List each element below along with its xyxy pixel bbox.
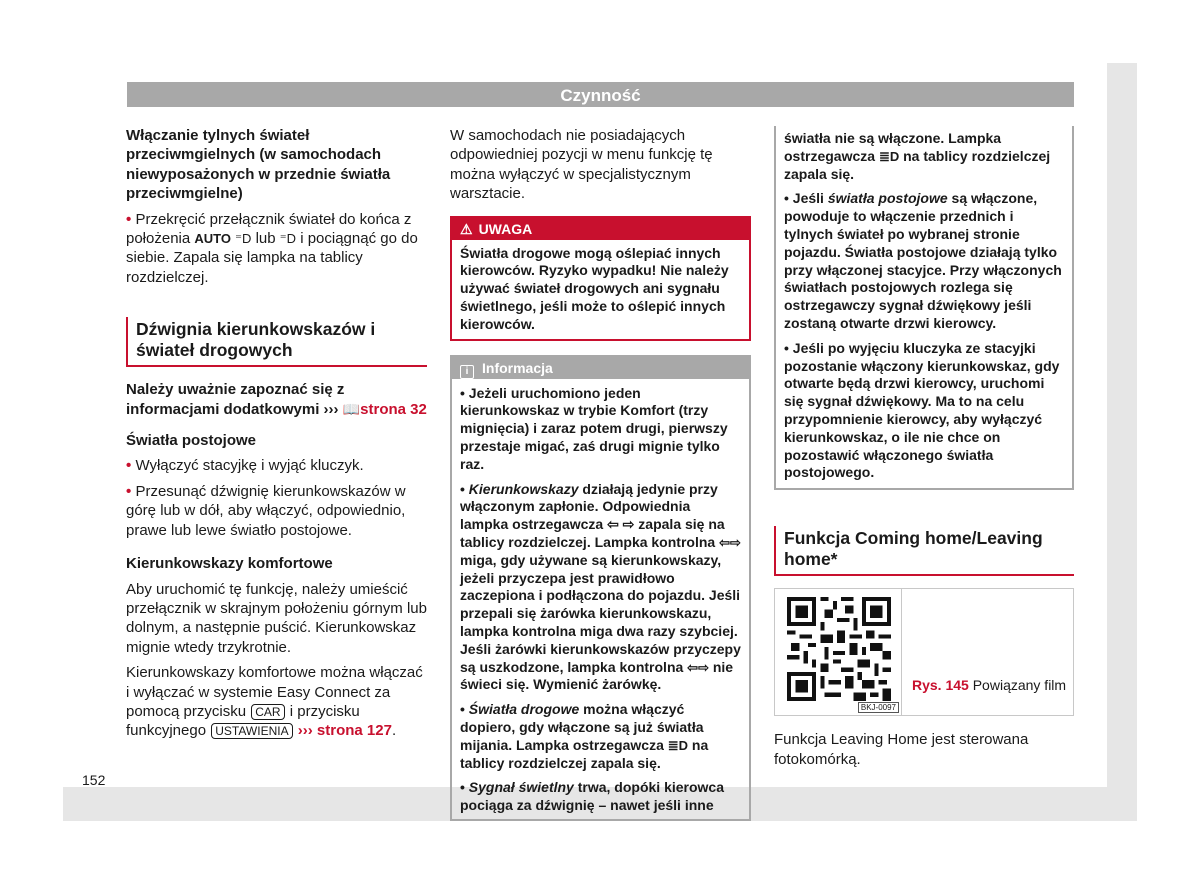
info-box <box>450 355 751 821</box>
comfort-p2: Kierunkowskazy komfortowe można włączać i wyłączać w systemie Easy Connect za pomocą przycisku CAR i przycisku funkcyjnego USTAWIENIA ››› strona 127. <box>126 664 423 740</box>
column-middle <box>450 126 751 821</box>
figure-code: BKJ-0097 <box>858 702 899 713</box>
page-number: 152 <box>82 772 106 788</box>
warning-box <box>450 216 751 341</box>
intro-text: W samochodach nie posiadających odpowiedniej pozycji w menu funkcję tę można wyłączyć w specjalistycznym warsztacie. <box>450 127 713 203</box>
high-beam-icon: ≣D <box>667 737 689 753</box>
car-key: CAR <box>251 704 284 720</box>
info-cont-p1: światła nie są włączone. Lampka ostrzegawcza ≣D na tablicy rozdzielczej zapala się. <box>784 130 1051 182</box>
fog-light-icon: ⁼D <box>235 231 252 247</box>
qr-cell <box>775 589 902 715</box>
turn-signal-icon: ⇦⇨ <box>719 534 741 550</box>
auto-switch-label: AUTO <box>194 231 231 247</box>
info-p1: • Jeżeli uruchomiono jeden kierunkowskaz w trybie Komfort (trzy mignięcia) i zaraz potem drugi, pierwszy przestaje migać, zaś drugi mignie tylko raz. <box>460 384 728 472</box>
book-icon: 📖 <box>342 400 361 417</box>
turn-signal-icon: ⇦ ⇨ <box>607 516 635 533</box>
note-text: Należy uważnie zapoznać się z informacjami dodatkowymi ››› 📖strona 32 <box>126 381 427 418</box>
info-body-continued <box>776 126 1072 488</box>
figure-caption: Rys. 145 Powiązany film <box>912 677 1067 694</box>
fog-heading: Włączanie tylnych świateł przeciwmgielnych (w samochodach niewyposażonych w przednie światła przeciwmgielne) <box>126 127 391 203</box>
info-p2: • Kierunkowskazy działają jedynie przy włączonym zapłonie. Odpowiednia lampka ostrzegawcza ⇦ ⇨ zapala się na tablicy rozdzielczej. Lampka kontrolna ⇦⇨ miga, gdy używane są kierunkowskazy, jeżeli przyczepa jest prawidłowo zaczepiona i podłączona do pojazdu. Jeśli przepali się żarówka kierunkowskazu, lampka kontrolna miga dwa razy szybciej. Jeśli żarówki kierunkowskazów przyczepy są uszkodzone, lampka kontrolna ⇦⇨ nie świeci się. Wymienić żarówkę. <box>460 480 741 693</box>
parking-heading: Światła postojowe <box>126 432 257 450</box>
info-body <box>452 379 749 819</box>
info-box-continued <box>774 126 1074 490</box>
turn-signal-icon: ⇦⇨ <box>687 659 709 675</box>
info-header <box>452 357 749 379</box>
note-link[interactable]: strona 32 <box>360 400 427 418</box>
warning-header <box>452 218 749 240</box>
page-header: Czynność <box>127 82 1074 107</box>
qr-code[interactable] <box>787 597 891 701</box>
info-p3: • Światła drogowe można włączyć dopiero, gdy włączone są już światła mijania. Lampka ostrzegawcza ≣D na tablicy rozdzielczej zapala się. <box>460 701 709 771</box>
info-cont-p2: • Jeśli światła postojowe są włączone, powoduje to włączenie przednich i tylnych świateł po wybranej stronie pojazdu. Światła postojowe działają tylko przy włączonej stacyjce. Przy włączonych światłach postojowych rozlega się ostrzegawczy sygnał dźwiękowy jeśli zostaną otwarte drzwi kierowcy. <box>784 190 1062 331</box>
warning-icon: ⚠ <box>460 220 473 237</box>
warning-title: UWAGA <box>478 220 533 237</box>
info-icon: i <box>460 365 474 379</box>
parking-bullet-1: • Wyłączyć stacyjkę i wyjąć kluczyk. <box>126 457 364 475</box>
section-title-indicator: Dźwignia kierunkowskazów i świateł drogowych <box>126 317 427 367</box>
fog-bullet: • Przekręcić przełącznik świateł do końca z położenia AUTO ⁼D lub ⁼D i pociągnąć go do siebie. Zapala się lampka na tablicy rozdzielczej. <box>126 210 418 286</box>
high-beam-icon: ≣D <box>878 148 900 164</box>
comfort-heading: Kierunkowskazy komfortowe <box>126 555 333 573</box>
coming-home-body: Funkcja Leaving Home jest sterowana fotokomórką. <box>774 731 1029 768</box>
info-cont-p3: • Jeśli po wyjęciu kluczyka ze stacyjki pozostanie włączony kierunkowskaz, gdy otwarte będą drzwi kierowcy, uruchomi się sygnał dźwiękowy. Ma to na celu przypomnienie kierowcy, aby wyłączyć kierunkowskaz, o ile nie chce on pozostawić włączonego światła postojowego. <box>784 339 1060 481</box>
figure-box <box>774 588 1074 716</box>
comfort-p1: Aby uruchomić tę funkcję, należy umieścić przełącznik w skrajnym położeniu górnym lub dolnym, a następnie puścić. Kierunkowskaz mignie wtedy trzykrotnie. <box>126 580 427 656</box>
parking-bullet-2: • Przesunąć dźwignię kierunkowskazów w górę lub w dół, aby włączyć, odpowiednio, prawe lub lewe światło postojowe. <box>126 482 406 539</box>
settings-key: USTAWIENIA <box>211 723 292 739</box>
comfort-link[interactable]: strona 127 <box>316 722 392 740</box>
warning-body: Światła drogowe mogą oślepiać innych kierowców. Ryzyko wypadku! Nie należy używać świateł drogowych ani sygnału świetlnego, jeśli może to oślepić innych kierowców. <box>460 244 729 332</box>
info-p4: • Sygnał świetlny trwa, dopóki kierowca pociąga za dźwignię – nawet jeśli inne <box>460 779 724 814</box>
section-title-coming-home: Funkcja Coming home/Leaving home* <box>774 526 1074 576</box>
column-right <box>774 126 1074 769</box>
info-title: Informacja <box>482 359 553 376</box>
low-beam-icon: ⁼D <box>279 231 297 247</box>
column-left <box>126 126 427 741</box>
